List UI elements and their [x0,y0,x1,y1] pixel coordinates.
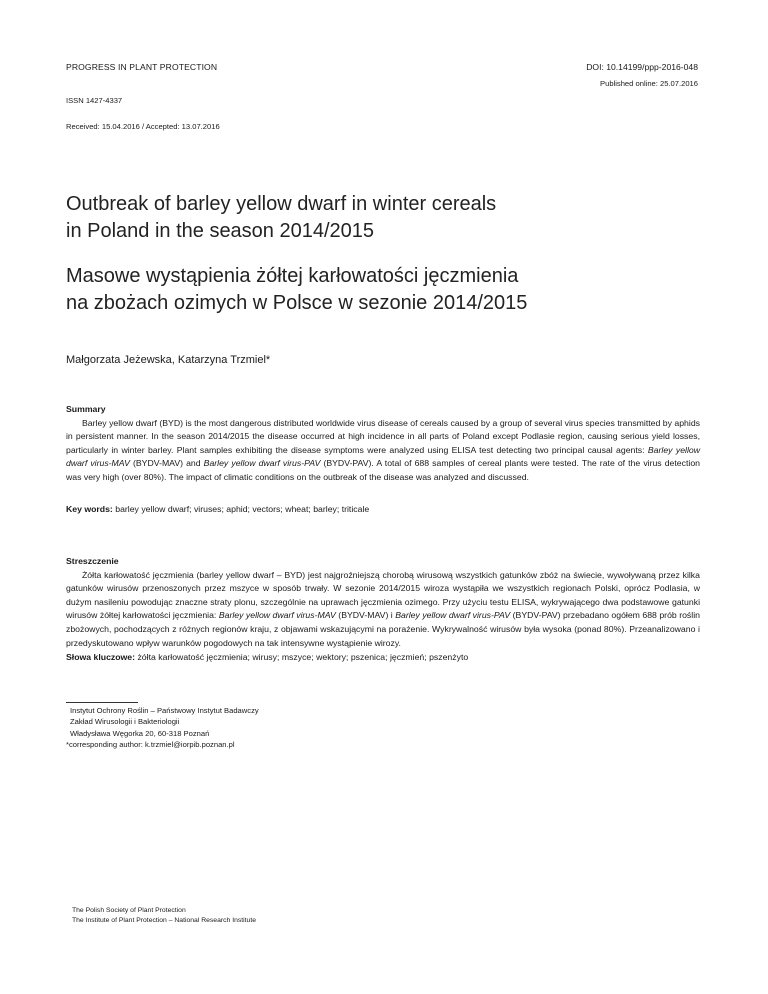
summary-heading: Summary [66,404,106,414]
issn: ISSN 1427-4337 [66,96,123,105]
footer-line1: The Polish Society of Plant Protection [72,907,186,914]
summary-section [66,403,700,485]
summary-text [66,417,700,485]
affiliation-footnote [66,705,259,751]
streszczenie-text-c: (BYDV-PAV) przebadano ogółem 688 prób roślin zbożowych, pochodzących z różnych regionów kraju, z objawami wskazującymi na porażenie. Wykrywalność wirusów była wysoka (ponad 80%). Przeanalizowano i przedyskutowano wpływ warunków pogodowych na tak intensywne wystąpienie wirozy. [66,610,700,648]
journal-name: PROGRESS IN PLANT PROTECTION [66,62,218,72]
streszczenie-heading: Streszczenie [66,556,119,566]
footnote-divider [66,702,138,703]
authors: Małgorzata Jeżewska, Katarzyna Trzmiel* [66,354,271,366]
title-polish-line1: Masowe wystąpienia żółtej karłowatości jęczmienia [66,265,519,287]
footnote-line3: Władysława Węgorka 20, 60-318 Poznań [70,728,210,738]
summary-virus-mav: Barley yellow dwarf virus-MAV [66,444,700,469]
streszczenie-text-a: Żółta karłowatość jęczmienia (barley yellow dwarf – BYD) jest najgroźniejszą chorobą wirusową wszystkich gatunków zbóż na świecie, wywoływaną przez kilka gatunków wirusów przenoszonych przez mszyce w sposób trwały. W sezonie 2014/2015 wiroza wystąpiła we wszystkich regionach Polski, oprócz Podlasia, w dużym nasileniu powodując znaczne straty plonu, szczególnie na uprawach jęczmienia ozimego. Przy użyciu testu ELISA, wykrywającego dwa podstawowe gatunki wirusów żółtej karłowatości jęczmienia: [66,569,700,621]
title-polish [66,263,666,317]
publisher-footer [72,906,256,926]
footer-line2: The Institute of Plant Protection – National Research Institute [72,917,256,924]
streszczenie-virus-mav: Barley yellow dwarf virus-MAV [218,610,336,621]
title-english-line1: Outbreak of barley yellow dwarf in winter cereals [66,193,497,215]
summary-text-c: (BYDV-PAV). A total of 688 samples of cereal plants were tested. The rate of the virus detection was very high (over 80%). The impact of climatic conditions on the outbreak of the disease was analyzed and discussed. [66,458,700,482]
slowa-kluczowe-label: Słowa kluczowe: [66,652,136,662]
streszczenie-virus-pav: Barley yellow dwarf virus-PAV [395,610,511,621]
slowa-kluczowe-text: żółta karłowatość jęczmienia; wirusy; mszyce; wektory; pszenica; jęczmień; pszenżyto [135,652,469,662]
title-english [66,191,666,245]
summary-text-b: (BYDV-MAV) and [129,458,204,469]
keywords [66,503,700,517]
streszczenie-section [66,555,700,650]
streszczenie-text-b: (BYDV-MAV) i [335,610,396,621]
footnote-line2: Zakład Wirusologii i Bakteriologii [70,717,180,727]
published-date: Published online: 25.07.2016 [600,79,698,88]
title-english-line2: in Poland in the season 2014/2015 [66,220,375,242]
keywords-text: barley yellow dwarf; viruses; aphid; vectors; wheat; barley; triticale [112,504,370,514]
footnote-corresponding-author: *corresponding author: k.trzmiel@iorpib.poznan.pl [66,740,235,750]
footnote-line1: Instytut Ochrony Roślin – Państwowy Instytut Badawczy [70,706,259,715]
streszczenie-text [66,569,700,651]
received-accepted-dates: Received: 15.04.2016 / Accepted: 13.07.2016 [66,122,220,131]
summary-virus-pav: Barley yellow dwarf virus-PAV [203,458,321,469]
title-polish-line2: na zbożach ozimych w Polsce w sezonie 2014/2015 [66,292,528,314]
keywords-label: Key words: [66,504,113,514]
summary-text-a: Barley yellow dwarf (BYD) is the most dangerous distributed worldwide virus disease of cereals caused by a group of several virus species transmitted by aphids in persistent manner. In the season 2014/2015 the disease occurred at high incidence in all parts of Poland except Podlasie region, causing serious yield losses, particularly in winter barley. Plant samples exhibiting the disease symptoms were analyzed using ELISA test detecting two principal causal agents: [66,417,700,455]
doi: DOI: 10.14199/ppp-2016-048 [586,62,698,72]
slowa-kluczowe [66,651,700,665]
